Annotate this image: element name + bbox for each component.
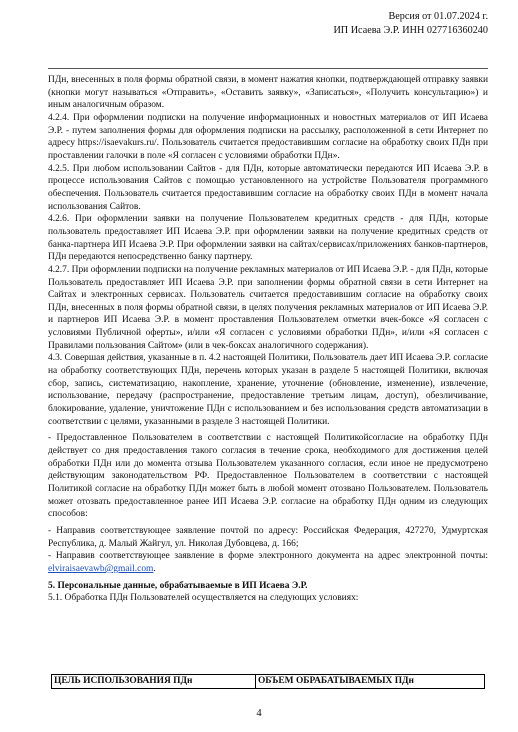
table-header-row [52,675,485,689]
paragraph-email [48,550,488,575]
paragraph-4-2-7: 4.2.7. При оформлении подписки на получение рекламных материалов от ИП Исаева Э.Р. - для ПДн, которые Пользователь предоставляет ИП Исаева Э.Р. при заполнении формы обратной связи в сети Интернет на Сайтах и электронных сервисах. Пользователь считается предоставившим согласие на обработку своих ПДн, внесенных в поля формы обратной связи, в целях получения рекламных материалов от ИП Исаева Э.Р. и партнеров ИП Исаева Э.Р. в момент проставления Пользователем отметки вчек-боксе «Я согласен с условиями Публичной оферты», и/или «Я согласен с условиями обработки ПДн», и/или «Я согласен с Правилами пользования Сайтом» (или в чек-боксах аналогичного содержания). [48,264,488,351]
email-suffix: . [153,563,156,574]
paragraph-4-2-5: 4.2.5. При любом использовании Сайтов - для ПДн, которые автоматически передаются ИП Исаева Э.Р. в процессе использования Сайтов с помощью установленного на устройстве Пользователя программного обеспечения. Пользователь считается предоставившим согласие на обработку своих ПДн в момент начала использования Сайтов. [48,163,488,212]
paragraph-consent-withdrawal: - Предоставленное Пользователем в соответствии с настоящей Политикойсогласие на обработку ПДн действует со дня предоставления такого согласия в течение срока, необходимого для достижения целей обработки ПДн или до момента отзыва Пользователем указанного согласия, если иное не предусмотрено действующим законодательством РФ. Предоставленное Пользователем в соответствии с настоящей Политикой согласие на обработку ПДн может быть в любой момент отозвано Пользователем. Пользователь может отозвать предоставленное ранее ИП Исаева Э.Р. согласие на обработку ПДн одним из следующих способов: [48,433,488,520]
company-line: ИП Исаева Э.Р. ИНН 027716360240 [333,25,488,36]
section-5-heading: 5. Персональные данные, обрабатываемые в ИП Исаева Э.Р. [48,580,308,591]
header-divider [48,68,488,69]
section-5-intro: 5.1. Обработка ПДн Пользователей осуществляется на следующих условиях: [48,593,359,604]
paragraph-continuation: ПДн, внесенных в поля формы обратной связи, в момент нажатия кнопки, подтверждающей отправку заявки (кнопки могут называться «Отправить», «Оставить заявку», «Записаться», «Получить консультацию») и иным аналогичным образом. [48,75,488,111]
table-header-volume: ОБЪЕМ ОБРАБАТЫВАЕМЫХ ПДн [255,675,484,689]
paragraph-4-2-4: 4.2.4. При оформлении подписки на получение информационных и новостных материалов от ИП Исаева Э.Р. - путем заполнения формы для оформления подписки на рассылку, расположенной в сети Интернет по адресу https://isaevakurs.ru/. Пользователь считается предоставившим согласие на обработку своих ПДн при проставлении галочки в поле «Я согласен с условиями обработки ПДн». [48,112,488,161]
document-body [48,74,488,605]
email-link[interactable]: elviraisaevawb@gmail.com [48,563,154,574]
pdn-table [51,674,485,689]
page-number: 4 [256,708,262,719]
email-prefix: - Направив соответствующее заявление в форме электронного документа на адрес электронной почты: [48,551,488,562]
paragraph-4-2-6: 4.2.6. При оформлении заявки на получение Пользователем кредитных средств - для ПДн, которые пользователь предоставляет ИП Исаева Э.Р. при оформлении заявки на получение кредитных средств от банка-партнера ИП Исаева Э.Р. При оформлении заявки на сайтах/сервисах/приложениях банков-партнеров, ПДн передаются непосредственно банку партнеру. [48,214,488,263]
page-header [333,10,488,38]
version-line: Версия от 01.07.2024 г. [388,11,488,22]
paragraph-4-3: 4.3. Совершая действия, указанные в п. 4.2 настоящей Политики, Пользователь дает ИП Исаева Э.Р. согласие на обработку соответствующих ПДн, перечень которых указан в разделе 5 настоящей Политики, включая сбор, запись, систематизацию, накопление, хранение, уточнение (обновление, изменение), извлечение, использование, передачу (распространение, предоставление третьим лицам, доступ), обезличивание, блокирование, удаление, уничтожение ПДн с использованием и без использования средств автоматизации в соответствии с целями, указанными в разделе 3 настоящей Политики. [48,353,488,427]
paragraph-post-address: - Направив соответствующее заявление почтой по адресу: Российская Федерация, 427270, Удмуртская Республика, д. Малый Жайгул, ул. Николая Дубовцева, д. 166; [48,525,488,549]
table-header-purpose: ЦЕЛЬ ИСПОЛЬЗОВАНИЯ ПДн [52,675,256,689]
